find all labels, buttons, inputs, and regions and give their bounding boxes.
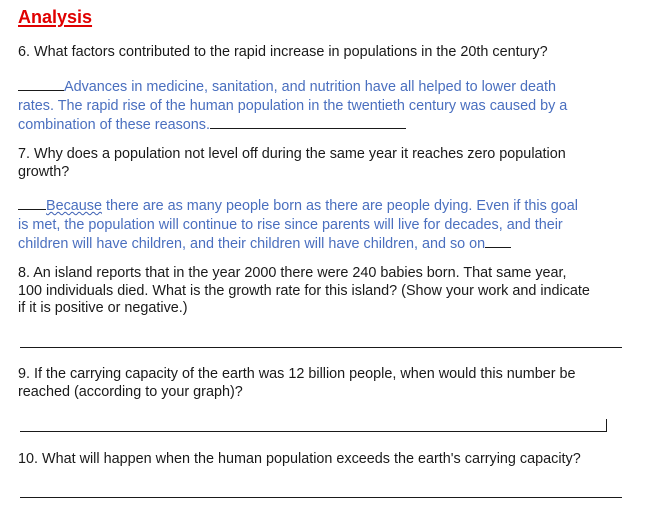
question-8 [18,265,630,318]
answer-line-8[interactable] [20,347,622,348]
question-9-line-2: reached (according to your graph)? [18,383,243,400]
answer-blank [485,235,511,248]
answer-blank [18,197,46,210]
question-7-line-1: 7. Why does a population not level off during the same year it reaches zero population [18,146,566,162]
spellcheck-word[interactable]: Because [46,198,103,214]
answer-7-line-2: is met, the population will continue to rise since parents will live for decades, and their [18,217,563,233]
answer-7 [18,197,630,254]
question-7 [18,146,630,181]
question-8-line-2: 100 individuals died. What is the growth rate for this island? (Show your work and indicate [18,282,590,299]
answer-6-line-3: combination of these reasons. [18,116,630,135]
question-6-text: 6. What factors contributed to the rapid increase in populations in the 20th century? [18,44,548,60]
answer-7-line-3: children will have children, and their children will have children, and so on [18,235,630,254]
answer-6 [18,78,630,135]
answer-6-line-1: Advances in medicine, sanitation, and nutrition have all helped to lower death [18,78,630,97]
answer-line-10[interactable] [20,497,622,498]
question-6 [18,44,630,62]
answer-blank [210,116,406,129]
question-8-line-3: if it is positive or negative.) [18,300,188,316]
text-cursor [606,419,607,432]
question-10 [18,451,630,469]
question-10-text: 10. What will happen when the human population exceeds the earth's carrying capacity? [18,451,581,467]
analysis-heading: Analysis [18,7,93,27]
question-8-line-1: 8. An island reports that in the year 2000 there were 240 babies born. That same year, [18,265,567,281]
question-9 [18,366,630,401]
question-7-line-2: growth? [18,163,70,180]
answer-7-line-1: Because there are as many people born as there are people dying. Even if this goal [18,197,630,216]
question-9-line-1: 9. If the carrying capacity of the earth was 12 billion people, when would this number be [18,366,576,382]
answer-6-line-2: rates. The rapid rise of the human population in the twentieth century was caused by a [18,98,568,114]
answer-line-9[interactable] [20,431,606,432]
answer-blank [18,78,64,91]
